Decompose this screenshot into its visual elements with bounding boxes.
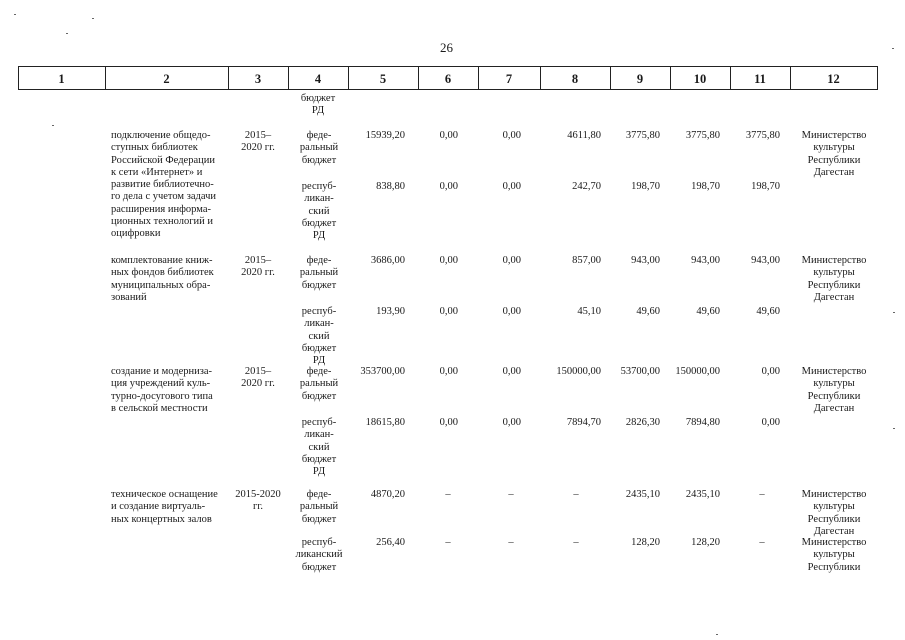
column-separator	[790, 66, 791, 89]
value-cell: 0,00	[439, 306, 458, 317]
value-cell: –	[508, 489, 514, 500]
value-cell: 3686,00	[370, 255, 405, 266]
activity-name-cell: техническое оснащение и создание виртуаль- ных концертных залов	[111, 489, 218, 525]
column-header-5: 5	[379, 72, 387, 86]
value-cell: 150000,00	[556, 366, 601, 377]
table-top-border	[18, 66, 878, 67]
value-cell: –	[573, 537, 579, 548]
column-header-11: 11	[754, 72, 766, 86]
scan-speck	[893, 312, 895, 313]
column-header-1: 1	[58, 72, 65, 86]
column-header-8: 8	[571, 72, 579, 86]
value-cell: 242,70	[572, 181, 601, 192]
funding-source-cell: феде- ральный бюджет	[299, 366, 339, 402]
value-cell: –	[573, 489, 579, 500]
column-header-3: 3	[254, 72, 262, 86]
column-separator	[478, 66, 479, 89]
column-header-12: 12	[827, 72, 840, 86]
column-header-10: 10	[693, 72, 707, 86]
value-cell: 18615,80	[365, 417, 405, 428]
value-cell: –	[759, 489, 765, 500]
activity-name-cell: создание и модерниза- ция учреждений куль- турно-досугового типа в сельской местности	[111, 366, 213, 414]
value-cell: 49,60	[756, 306, 780, 317]
value-cell: 15939,20	[365, 130, 405, 141]
funding-source-cell: феде- ральный бюджет	[299, 255, 339, 291]
value-cell: 3775,80	[625, 130, 660, 141]
value-cell: 0,00	[439, 417, 458, 428]
value-cell: 0,00	[761, 417, 780, 428]
value-cell: 0,00	[439, 181, 458, 192]
value-cell: 193,90	[376, 306, 405, 317]
value-cell: 0,00	[761, 366, 780, 377]
value-cell: 4611,80	[567, 130, 601, 141]
value-cell: 0,00	[502, 366, 521, 377]
value-cell: 53700,00	[620, 366, 660, 377]
column-separator	[730, 66, 731, 89]
carryover-source-cell: бюджет РД	[300, 93, 336, 117]
funding-source-cell: респуб- ликан- ский бюджет РД	[301, 181, 337, 242]
value-cell: 7894,70	[566, 417, 601, 428]
value-cell: –	[445, 537, 451, 548]
value-cell: 0,00	[439, 366, 458, 377]
period-cell: 2015-2020 гг.	[235, 489, 281, 513]
scan-speck	[892, 48, 894, 49]
value-cell: 3775,80	[685, 130, 720, 141]
scan-speck	[66, 33, 68, 34]
activity-name-cell: подключение общедо- ступных библиотек Российской Федерации к сети «Интернет» и развитие библиотечно- го дела с учетом задачи расширения информа- ционных технологий и оцифровки	[111, 130, 216, 240]
column-header-2: 2	[163, 72, 170, 86]
column-separator	[105, 66, 106, 89]
value-cell: 0,00	[502, 306, 521, 317]
value-cell: 198,70	[691, 181, 720, 192]
period-cell: 2015– 2020 гг.	[241, 130, 275, 154]
value-cell: 2435,10	[625, 489, 660, 500]
value-cell: 4870,20	[370, 489, 405, 500]
value-cell: 0,00	[439, 255, 458, 266]
value-cell: –	[445, 489, 451, 500]
value-cell: 3775,80	[745, 130, 780, 141]
executor-cell: Министерство культуры Республики Дагестан	[801, 130, 867, 178]
column-header-6: 6	[444, 72, 452, 86]
column-separator	[288, 66, 289, 89]
column-separator	[348, 66, 349, 89]
value-cell: 0,00	[502, 255, 521, 266]
activity-name-cell: комплектование книж- ных фондов библиотек муниципальных обра- зований	[111, 255, 214, 303]
column-separator	[418, 66, 419, 89]
value-cell: –	[759, 537, 765, 548]
value-cell: 256,40	[376, 537, 405, 548]
value-cell: 857,00	[572, 255, 601, 266]
executor-cell: Министерство культуры Республики	[801, 537, 867, 573]
executor-cell: Министерство культуры Республики Дагестан	[801, 255, 867, 303]
value-cell: 0,00	[439, 130, 458, 141]
value-cell: –	[508, 537, 514, 548]
value-cell: 0,00	[502, 417, 521, 428]
funding-source-cell: феде- ральный бюджет	[299, 489, 339, 525]
value-cell: 198,70	[751, 181, 780, 192]
value-cell: 2826,30	[625, 417, 660, 428]
column-header-9: 9	[636, 72, 644, 86]
scan-speck	[716, 634, 718, 635]
scan-speck	[893, 428, 895, 429]
value-cell: 49,60	[636, 306, 660, 317]
funding-source-cell: респуб- ликан- ский бюджет РД	[301, 306, 337, 367]
value-cell: 943,00	[751, 255, 780, 266]
value-cell: 150000,00	[675, 366, 720, 377]
executor-cell: Министерство культуры Республики Дагестан	[801, 489, 867, 537]
value-cell: 198,70	[631, 181, 660, 192]
value-cell: 0,00	[502, 130, 521, 141]
value-cell: 7894,80	[685, 417, 720, 428]
column-separator	[670, 66, 671, 89]
header-bottom-border	[18, 89, 878, 90]
value-cell: 0,00	[502, 181, 521, 192]
value-cell: 45,10	[577, 306, 601, 317]
value-cell: 838,80	[376, 181, 405, 192]
column-separator	[610, 66, 611, 89]
value-cell: 49,60	[696, 306, 720, 317]
value-cell: 2435,10	[685, 489, 720, 500]
funding-source-cell: респуб- ликанский бюджет	[295, 537, 343, 573]
value-cell: 943,00	[631, 255, 660, 266]
column-header-4: 4	[314, 72, 322, 86]
scan-speck	[52, 125, 54, 126]
column-separator	[228, 66, 229, 89]
value-cell: 353700,00	[360, 366, 405, 377]
funding-source-cell: феде- ральный бюджет	[299, 130, 339, 166]
page-number: 26	[440, 40, 453, 55]
value-cell: 943,00	[691, 255, 720, 266]
value-cell: 128,20	[691, 537, 720, 548]
scan-speck	[14, 14, 16, 15]
executor-cell: Министерство культуры Республики Дагестан	[801, 366, 867, 414]
column-header-7: 7	[505, 72, 513, 86]
value-cell: 128,20	[631, 537, 660, 548]
period-cell: 2015– 2020 гг.	[241, 366, 275, 390]
column-separator	[540, 66, 541, 89]
scan-speck	[92, 18, 94, 19]
header-right-border	[877, 66, 878, 89]
period-cell: 2015– 2020 гг.	[241, 255, 275, 279]
funding-source-cell: респуб- ликан- ский бюджет РД	[301, 417, 337, 478]
